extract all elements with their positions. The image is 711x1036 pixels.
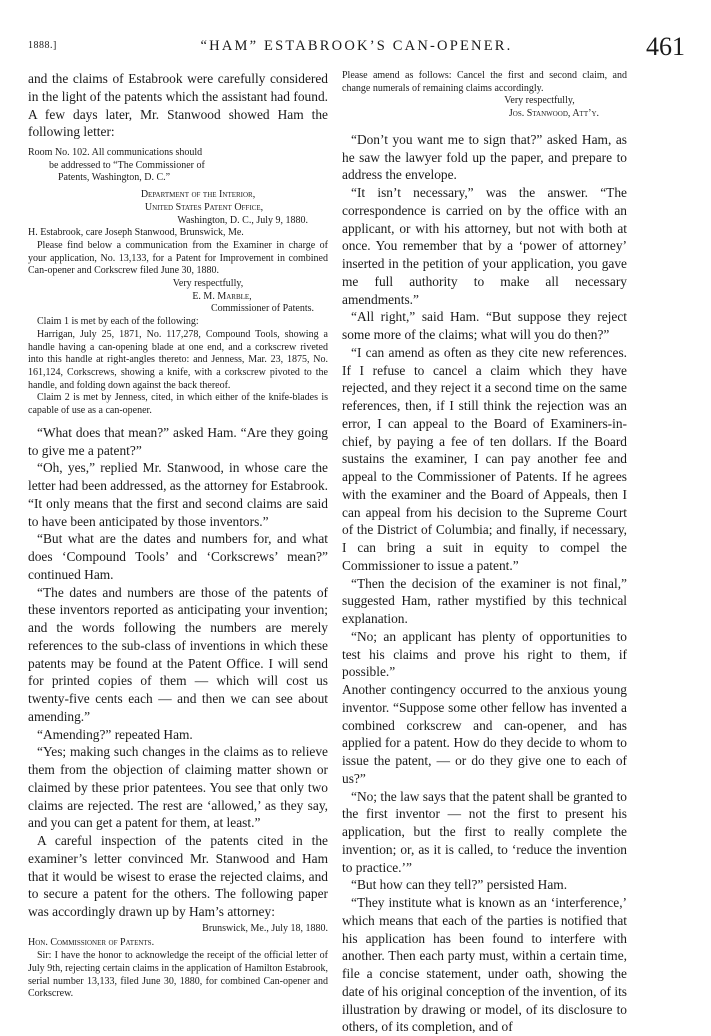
paragraph: Another contingency occurred to the anxious young inventor. “Suppose some other fellow has invented a combined corkscrew and can-opener, and has applied for a patent. How do they decide to whom to issue the patent, — or do they give one to each of us?” [342, 682, 627, 786]
letter-claim: Claim 2 is met by Jenness, cited, in which either of the knife-blades is capable of use as a can-opener. [28, 392, 328, 417]
header-year: 1888.] [28, 40, 57, 51]
letter-claim: Claim 1 is met by each of the following: [37, 316, 199, 328]
right-column [342, 70, 627, 1036]
paragraph: “Then the decision of the examiner is not final,” suggested Ham, rather mystified by this technical explanation. [342, 575, 627, 627]
paragraph: “Amending?” repeated Ham. [37, 726, 193, 742]
paragraph: “What does that mean?” asked Ham. “Are they going to give me a patent?” [28, 424, 328, 458]
paragraph: A careful inspection of the patents cited in the examiner’s letter convinced Mr. Stanwood and Ham that it would be wisest to erase the rejected claims, and to secure a patent for the others. The following paper was accordingly drawn up by Ham’s attorney: [28, 833, 328, 920]
paper-date: Brunswick, Me., July 18, 1880. [202, 922, 328, 934]
paragraph: “But what are the dates and numbers for, and what does ‘Compound Tools’ and ‘Corkscrews’ mean?” continued Ham. [28, 531, 328, 582]
attorney-paper-continued [342, 70, 627, 121]
paragraph: “All right,” said Ham. “But suppose they reject some more of the claims; what will you do then?” [342, 309, 627, 343]
letter-date: Washington, D. C., July 9, 1880. [177, 214, 308, 226]
paragraph: “Yes; making such changes in the claims as to relieve them from the objection of claiming matter shown or claimed by these prior patentees. You see that only two claims are rejected. The rest are ‘allowed,’ as they say, and you can get a patent for them, at least.” [28, 744, 328, 831]
paragraph: “No; the law says that the patent shall be granted to the first inventor — not the first to present his application, but the first to really complete the invention; or, as it is called, to ‘reduce the invention to practice.’” [342, 788, 627, 875]
paper-closing: Very respectfully, [504, 95, 575, 107]
letter-department: Department of the Interior, [140, 189, 256, 201]
letter-signer-title: Commissioner of Patents. [210, 303, 314, 315]
paper-signer: Jos. Stanwood, Att’y. [508, 108, 599, 120]
paragraph: “They institute what is known as an ‘interference,’ which means that each of the parties is notified that his application has been found to interfere with another. Then each party must, within a certain time, file a concise statement, under oath, showing the date of his original conception of the invention, of its illustration by drawing or model, of its disclosure to others, of its completion, and of [342, 895, 627, 1035]
letter-address-line: Patents, Washington, D. C.” [58, 172, 171, 184]
letter-recipient: H. Estabrook, care Joseph Stanwood, Brunswick, Me. [28, 227, 244, 239]
paper-recipient: Hon. Commissioner of Patents. [28, 937, 155, 949]
letter-citations: Harrigan, July 25, 1871, No. 117,278, Compound Tools, showing a handle having a can-opening blade at one end, and a corkscrew riveted into this handle at right-angles thereto: and Jenness, Mar. 23, 1875, No. 161,124, Corkscrews, showing a knife, with a corkscrew pivoted to the handle, and folding down against the back thereof. [28, 328, 328, 391]
paragraph: “It isn’t necessary,” was the answer. “The correspondence is carried on by the office with an applicant, or with his attorney, but not with both at once. You remember that by a ‘power of attorney’ inserted in the petition of your application, you gave me full authority to make all necessary amendments.” [342, 185, 627, 307]
paper-amendment: Please amend as follows: Cancel the first and second claim, and change numerals of remaining claims accordingly. [342, 70, 627, 94]
paragraph: “But how can they tell?” persisted Ham. [351, 877, 568, 893]
left-column [28, 70, 328, 1001]
patent-office-letter [28, 147, 328, 418]
paragraph: “Oh, yes,” replied Mr. Stanwood, in whose care the letter had been addressed, as the attorney for Estabrook. “It only means that the first and second claims are said to have been anticipated by those inventors.” [28, 460, 328, 529]
paragraph: “The dates and numbers are those of the patents of these inventors reported as anticipating your invention; and the words following the numbers are merely references to the sub-class of inventions in which these patents may be found at the Patent Office. I will send for printed copies of them — which will cost us twenty-five cents each — and then we can see about amending.” [28, 584, 328, 724]
header-title: “HAM” ESTABROOK’S CAN-OPENER. [200, 38, 513, 54]
letter-signer: E. M. Marble, [192, 290, 252, 302]
letter-body: Please find below a communication from the Examiner in charge of your application, No. 13,133, for a Patent for Improvement in combined Can-opener and Corkscrew filed June 30, 1880. [28, 239, 328, 277]
letter-office: United States Patent Office, [144, 201, 264, 213]
page-number: 461 [646, 32, 685, 61]
paragraph: “Don’t you want me to sign that?” asked Ham, as he saw the lawyer fold up the paper, and prepare to address the envelope. [342, 131, 627, 183]
paragraph: “I can amend as often as they cite new references. If I refuse to cancel a claim which they have rejected, and they reject it a second time on the same references, then, if I still think the rejection was an error, I can appeal to the Board of Examiners-in-chief, by paying a fee of ten dollars. If the Board sustains the examiner, I can pay another fee and appeal to the Commissioner of Patents. If he agrees with the examiner and the Board of Appeals, then I can appeal from his decision to the Supreme Court of the District of Columbia; and finally, if necessary, I can bring a suit in equity to compel the Commissioner to issue a patent.” [342, 344, 627, 573]
paper-body: Sir: I have the honor to acknowledge the receipt of the official letter of July 9th, rejecting certain claims in the application of Hamilton Estabrook, serial number 13,133, filed June 30, 1880, for combined Can-opener and Corkscrew. [28, 950, 328, 1000]
letter-closing: Very respectfully, [172, 278, 244, 290]
attorney-paper [28, 923, 328, 1001]
paragraph: “No; an applicant has plenty of opportunities to test his claims and prove his right to them, if possible.” [342, 628, 627, 680]
running-header [28, 32, 685, 72]
letter-address-line: be addressed to “The Commissioner of [49, 159, 205, 171]
paragraph: and the claims of Estabrook were carefully considered in the light of the patents which the assistant had found. A few days later, Mr. Stanwood showed Ham the following letter: [28, 71, 328, 140]
letter-room: Room No. 102. All communications should [28, 147, 203, 158]
